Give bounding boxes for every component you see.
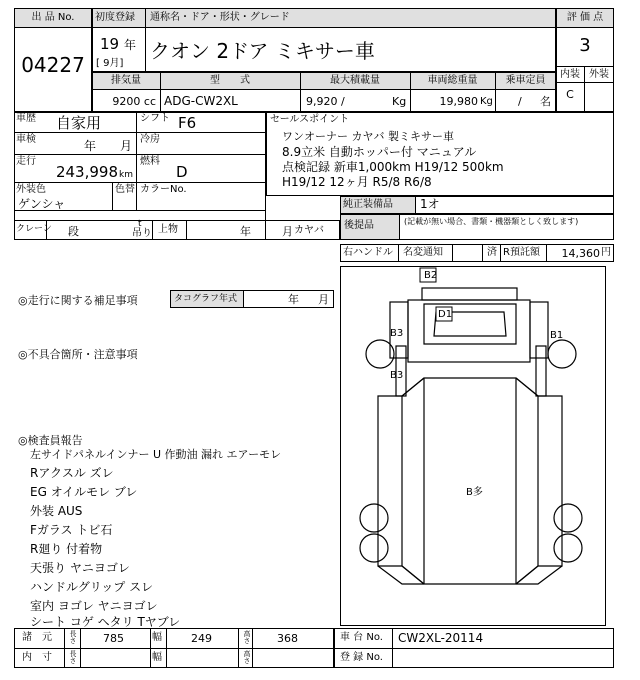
gross-weight-label: 車両総重量: [427, 75, 478, 86]
model-label: 型 式: [210, 75, 250, 86]
tax-label: 済: [487, 247, 497, 258]
inspection-label: 車検: [16, 134, 36, 145]
inspection-month: 月: [120, 139, 133, 153]
grade-value: 3: [579, 35, 591, 56]
inspection-year: 年: [84, 139, 97, 153]
exterior-grade-label: 外装: [589, 69, 609, 80]
vehicle-name: クオン 2ドア ミキサー車: [150, 39, 375, 63]
aftermarket-note: (記載が無い場合、書類・機器類としく致します): [404, 217, 579, 226]
tacho-year: 年: [288, 293, 299, 306]
interior-grade-label: 内装: [560, 69, 580, 80]
sales-line: H19/12 12ヶ月 R5/8 R6/8: [282, 175, 432, 189]
report-line: R廻り 付着物: [30, 542, 103, 556]
capacity: /: [518, 95, 522, 108]
ac-label: 冷房: [140, 134, 160, 145]
history-label: 車歴: [16, 113, 36, 124]
report-line: ハンドルグリップ スレ: [30, 580, 154, 594]
length-label: 長さ: [69, 650, 77, 664]
sales-line: 点検記録 新車1,000km H19/12 500km: [282, 160, 504, 174]
length-label: 長さ: [69, 630, 77, 644]
color-no-label: カラーNo.: [140, 184, 187, 195]
lot-number-label: 出 品 No.: [31, 12, 75, 23]
displacement: 9200 cc: [112, 95, 156, 108]
interior-grade: C: [566, 88, 574, 101]
color-change-label: 色替: [115, 184, 135, 195]
damage-mark-b3-side: B3: [390, 370, 404, 381]
width-label: 幅: [152, 632, 162, 643]
damage-mark-b2: B2: [424, 270, 438, 281]
first-reg-label: 初度登録: [95, 12, 135, 23]
history: 自家用: [56, 114, 102, 132]
handle-side: 右ハンドル: [343, 247, 393, 258]
mileage-unit: km: [119, 170, 133, 180]
body-month: 月: [282, 225, 293, 238]
mileage: 243,998: [55, 163, 118, 181]
recycle-label: R預託額: [503, 247, 540, 258]
gross-weight-unit: Kg: [480, 96, 493, 107]
genuine-equipment: 1オ: [420, 197, 440, 211]
aftermarket-label: 後提品: [344, 220, 374, 231]
model: ADG-CW2XL: [164, 94, 238, 108]
sales-line: ワンオーナー カヤバ 製ミキサー車: [282, 130, 454, 143]
vehicle-name-label: 通称名・ドア・形状・グレード: [150, 12, 290, 23]
gross-weight: 19,980: [439, 95, 478, 108]
height-label: 高さ: [243, 630, 251, 644]
registration-label: 登 録 No.: [340, 652, 383, 663]
report-line: Fガラス トビ石: [30, 523, 113, 537]
shift: F6: [178, 114, 197, 132]
damage-mark-b1: B1: [550, 330, 564, 341]
grade-label: 評 価 点: [566, 12, 604, 23]
fuel: D: [176, 163, 188, 181]
crane-label: クレーン: [16, 224, 52, 234]
max-load: 9,920 /: [306, 95, 345, 108]
tacho-month: 月: [318, 293, 329, 306]
damage-mark-b3-front: B3: [390, 328, 404, 339]
body-year: 年: [240, 225, 251, 238]
height-label: 高さ: [243, 650, 251, 664]
specs-label: 諸 元: [22, 632, 52, 643]
capacity-label: 乗車定員: [505, 75, 546, 86]
crane-lift: 吊り: [132, 228, 152, 239]
name-change-label: 名変通知: [403, 247, 443, 258]
max-load-unit: Kg: [392, 95, 407, 108]
tacho-label: タコグラフ年式: [174, 294, 238, 304]
lot-number: 04227: [21, 53, 85, 77]
width-value: 249: [191, 632, 212, 645]
shift-label: シフト: [140, 113, 170, 124]
inspector-report-label: ◎検査員報告: [18, 434, 83, 447]
report-line: EG オイルモレ ブレ: [30, 485, 138, 499]
capacity-unit: 名: [540, 95, 551, 108]
ext-color-label: 外装色: [16, 184, 46, 195]
damage-mark-d1: D1: [438, 309, 453, 320]
damage-mark-b-many: B多: [466, 487, 483, 498]
crane-tonnage: t: [138, 219, 142, 229]
report-line: シート コゲ ヘタリ Tヤブレ: [30, 615, 181, 629]
first-reg-year: 19: [100, 35, 120, 53]
truck-diagram: [340, 266, 606, 626]
report-line: 左サイドパネルインナー U 作動油 漏れ エアーモレ: [30, 448, 282, 461]
report-line: 室内 ヨゴレ ヤニヨゴレ: [30, 599, 158, 613]
length-value: 785: [103, 632, 124, 645]
sales-point-label: セールスポイント: [270, 114, 350, 125]
fuel-label: 燃料: [140, 156, 160, 167]
body-label: 上物: [158, 224, 178, 235]
first-reg-year-unit: 年: [124, 38, 137, 52]
report-line: 天張り ヤニヨゴレ: [30, 561, 130, 575]
driving-notes-label: ◎走行に関する補足事項: [18, 294, 138, 307]
recycle-value: 14,360: [561, 247, 600, 260]
max-load-label: 最大積載量: [330, 75, 380, 86]
body-maker: カヤバ: [294, 225, 324, 236]
chassis-label: 車 台 No.: [340, 632, 383, 643]
inner-dims-label: 内 寸: [22, 652, 52, 663]
width-label: 幅: [152, 652, 162, 663]
first-reg-month: [ 9月]: [96, 58, 124, 69]
chassis-number: CW2XL-20114: [398, 631, 484, 645]
ext-color: ゲンシャ: [18, 197, 66, 211]
crane-stage: 段: [68, 225, 79, 238]
mileage-label: 走行: [16, 156, 36, 167]
report-line: 外装 AUS: [30, 504, 83, 518]
height-value: 368: [277, 632, 298, 645]
genuine-equipment-label: 純正装備品: [343, 199, 393, 210]
recycle-unit: 円: [601, 247, 611, 258]
displacement-label: 排気量: [111, 75, 141, 86]
defects-label: ◎不具合箇所・注意事項: [18, 348, 138, 361]
sales-line: 8.9立米 自動ホッパー付 マニュアル: [282, 145, 477, 159]
report-line: Rアクスル ズレ: [30, 466, 114, 480]
